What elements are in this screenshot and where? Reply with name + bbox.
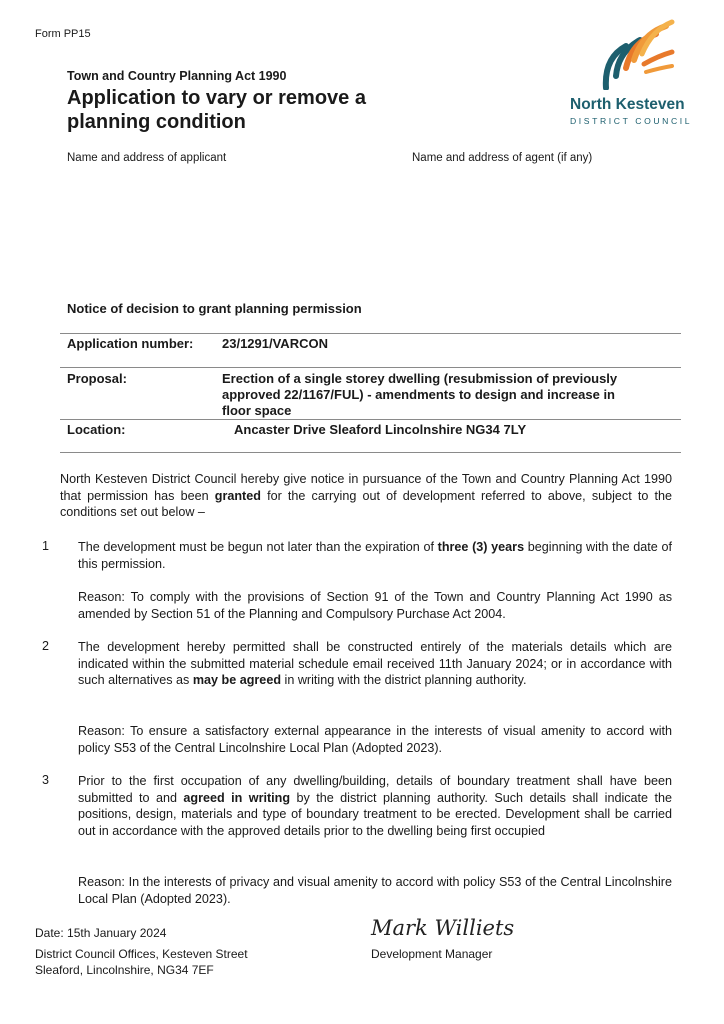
divider	[60, 452, 681, 453]
condition-text-bold: may be agreed	[192, 673, 282, 687]
signatory-role: Development Manager	[371, 947, 493, 961]
condition-reason: Reason: To ensure a satisfactory external appearance in the interests of visual amenity to accord with policy S53 of the Central Lincolnshire Local Plan (Adopted 2023).	[78, 724, 672, 755]
condition-text-part: in writing with the district planning authority.	[281, 673, 527, 687]
location-label: Location:	[67, 422, 126, 437]
divider	[60, 333, 681, 334]
intro-text: North Kesteven District Council hereby give notice in pursuance of the Town and Country Planning Act 1990 that permission has been	[60, 472, 672, 503]
intro-text: for the carrying out of development referred to above, subject to the conditions set out below –	[60, 488, 673, 519]
condition-reason: Reason: To comply with the provisions of Section 91 of the Town and Country Planning Act 1990 as amended by Section 51 of the Planning and Compulsory Purchase Act 2004.	[78, 590, 672, 621]
page-title: Application to vary or remove a planning condition	[67, 87, 366, 133]
council-logo	[566, 18, 706, 130]
condition-text	[78, 639, 672, 689]
council-subtitle: DISTRICT COUNCIL	[570, 116, 693, 126]
applicant-label: Name and address of applicant	[67, 152, 227, 164]
notice-title: Notice of decision to grant planning permission	[67, 301, 362, 316]
application-number-label: Application number:	[67, 336, 194, 351]
office-address-line2: Sleaford, Lincolnshire, NG34 7EF	[35, 963, 214, 977]
condition-text-bold: three (3) years	[437, 540, 525, 554]
condition-text-part: The development hereby permitted shall be constructed entirely of the materials details which are indicated within the submitted material schedule email received 11th January 2024; or in accordance with such alternatives as	[78, 640, 672, 687]
condition-text-part: Prior to the first occupation of any dwelling/building, details of boundary treatment shall have been submitted to and	[78, 774, 672, 805]
location-value: Ancaster Drive Sleaford Lincolnshire NG34 7LY	[234, 422, 527, 437]
condition-text-bold: agreed in writing	[183, 790, 291, 805]
condition-text-part: by the district planning authority. Such details shall indicate the positions, design, materials and type of boundary treatment to be erected. Development shall be carried out in accordance with the approved details prior to the dwelling being first occupied	[78, 790, 672, 838]
office-address-line1: District Council Offices, Kesteven Street	[35, 947, 248, 961]
proposal-label: Proposal:	[67, 371, 127, 386]
application-number-value: 23/1291/VARCON	[222, 336, 328, 351]
divider	[60, 419, 681, 420]
divider	[60, 367, 681, 368]
intro-paragraph	[60, 471, 672, 521]
condition-text	[78, 539, 672, 572]
form-code: Form PP15	[35, 28, 91, 40]
condition-text-part: The development must be begun not later than the expiration of	[78, 540, 438, 554]
condition-text-part: beginning with the date of this permission.	[78, 540, 672, 571]
condition-text	[78, 773, 672, 839]
proposal-value: Erection of a single storey dwelling (resubmission of previously approved 22/1167/FUL) - amendments to design and increase in floor space	[222, 371, 618, 418]
act-title: Town and Country Planning Act 1990	[67, 69, 287, 83]
condition-number: 2	[42, 639, 50, 653]
condition-reason: Reason: In the interests of privacy and visual amenity to accord with policy S53 of the Central Lincolnshire Local Plan (Adopted 2023).	[78, 875, 672, 906]
condition-number: 1	[42, 539, 50, 553]
council-logo-icon	[596, 18, 676, 90]
intro-bold: granted	[214, 488, 261, 503]
condition-number: 3	[42, 773, 50, 787]
signature: Mark Williets	[371, 916, 515, 940]
council-name: North Kesteven	[570, 96, 685, 113]
agent-label: Name and address of agent (if any)	[412, 152, 593, 164]
decision-date: Date: 15th January 2024	[35, 926, 167, 940]
